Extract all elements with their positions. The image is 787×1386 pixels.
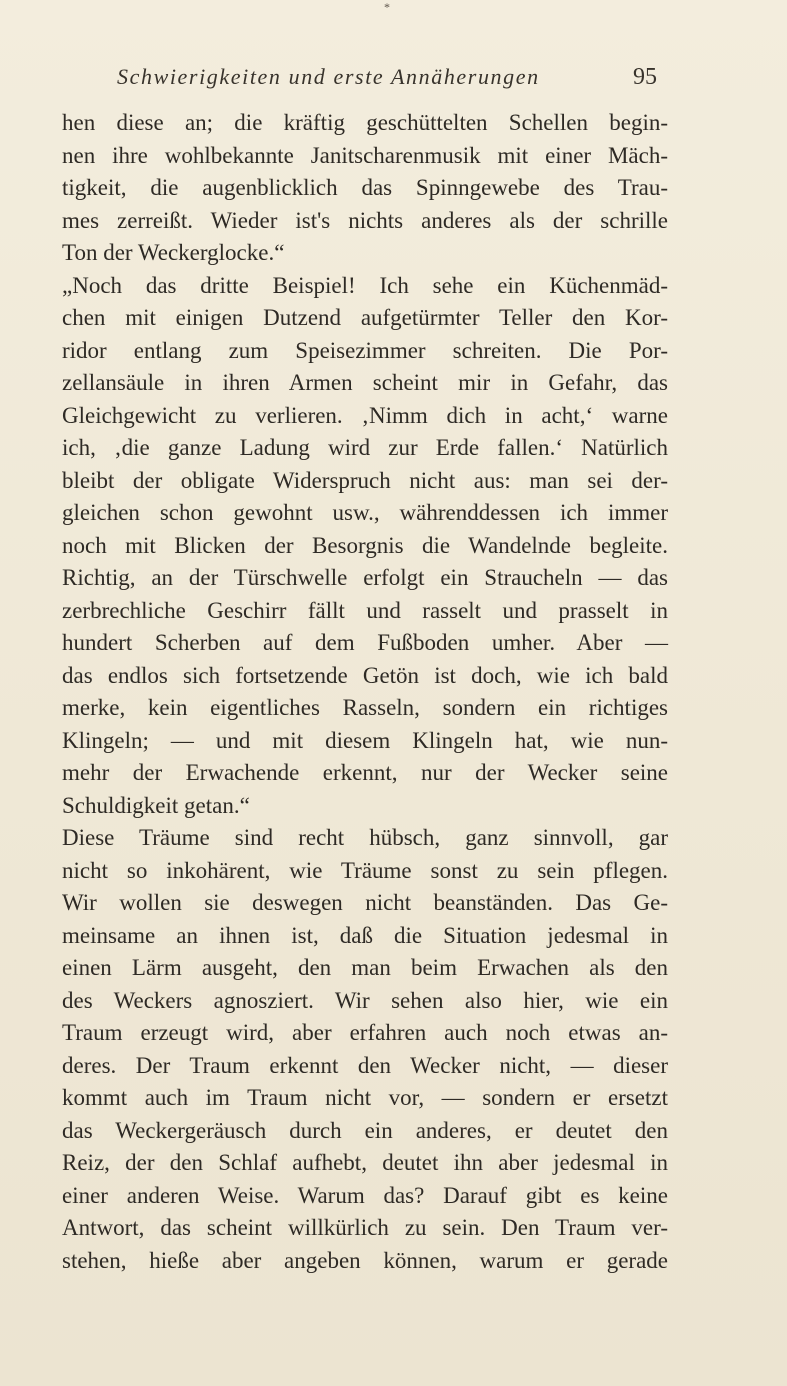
- text-line: chen mit einigen Dutzend aufgetürmter Teller den Kor-: [62, 305, 668, 330]
- text-line: mehr der Erwachende erkennt, nur der Wecker seine: [62, 760, 668, 785]
- text-line: ich, ‚die ganze Ladung wird zur Erde fallen.‘ Natürlich: [62, 435, 668, 460]
- text-line: merke, kein eigentliches Rasseln, sondern ein richtiges: [62, 695, 668, 720]
- text-line: das endlos sich fortsetzende Getön ist doch, wie ich bald: [62, 662, 668, 688]
- text-line: einer anderen Weise. Warum das? Darauf gibt es keine: [62, 1182, 668, 1208]
- text-line: zellansäule in ihren Armen scheint mir in Gefahr, das: [62, 370, 668, 395]
- text-line: tigkeit, die augenblicklich das Spinngewebe des Trau-: [62, 175, 668, 200]
- text-line: deres. Der Traum erkennt den Wecker nicht, — dieser: [62, 1052, 668, 1078]
- text-line: nen ihre wohlbekannte Janitscharenmusik mit einer Mäch-: [62, 142, 668, 168]
- text-line: stehen, hieße aber angeben können, warum er gerade: [62, 1247, 668, 1273]
- text-line: mes zerreißt. Wieder ist's nichts anderes als der schrille: [62, 207, 668, 233]
- top-mark: *: [384, 0, 390, 14]
- text-line: noch mit Blicken der Besorgnis die Wandelnde begleite.: [62, 532, 668, 558]
- text-line: bleibt der obligate Widerspruch nicht aus: man sei der-: [62, 467, 668, 493]
- text-line: Gleichgewicht zu verlieren. ‚Nimm dich in acht,‘ warne: [62, 402, 668, 428]
- text-line: des Weckers agnosziert. Wir sehen also hier, wie ein: [62, 987, 668, 1013]
- body-text: [62, 107, 668, 1277]
- text-line: einen Lärm ausgeht, den man beim Erwachen als den: [62, 955, 668, 980]
- text-line: gleichen schon gewohnt usw., währenddessen ich immer: [62, 500, 668, 525]
- text-line: das Weckergeräusch durch ein anderes, er deutet den: [62, 1117, 668, 1143]
- text-line: ridor entlang zum Speisezimmer schreiten. Die Por-: [62, 337, 668, 363]
- text-line: „Noch das dritte Beispiel! Ich sehe ein Küchenmäd-: [62, 272, 668, 298]
- page-number: 95: [633, 64, 657, 90]
- text-line: Antwort, das scheint willkürlich zu sein. Den Traum ver-: [62, 1215, 668, 1240]
- text-line: Klingeln; — und mit diesem Klingeln hat, wie nun-: [62, 727, 668, 753]
- text-line: zerbrechliche Geschirr fällt und rasselt und prasselt in: [62, 597, 668, 623]
- text-line: Reiz, der den Schlaf aufhebt, deutet ihn aber jedesmal in: [62, 1150, 668, 1175]
- running-head: [117, 60, 657, 94]
- text-line: nicht so inkohärent, wie Träume sonst zu sein pflegen.: [62, 857, 668, 883]
- text-line: Richtig, an der Türschwelle erfolgt ein Straucheln — das: [62, 565, 668, 590]
- text-line: Ton der Weckerglocke.“: [62, 240, 285, 265]
- text-line: Diese Träume sind recht hübsch, ganz sinnvoll, gar: [62, 825, 668, 850]
- running-head-title: Schwierigkeiten und erste Annäherungen: [117, 64, 540, 89]
- text-line: Schuldigkeit getan.“: [62, 792, 250, 818]
- text-line: hen diese an; die kräftig geschüttelten Schellen begin-: [62, 110, 668, 135]
- text-line: meinsame an ihnen ist, daß die Situation jedesmal in: [62, 922, 668, 948]
- text-line: hundert Scherben auf dem Fußboden umher. Aber —: [62, 630, 668, 655]
- text-line: kommt auch im Traum nicht vor, — sondern er ersetzt: [62, 1085, 668, 1110]
- text-line: Wir wollen sie deswegen nicht beanständen. Das Ge-: [62, 890, 668, 915]
- text-line: Traum erzeugt wird, aber erfahren auch noch etwas an-: [62, 1020, 668, 1045]
